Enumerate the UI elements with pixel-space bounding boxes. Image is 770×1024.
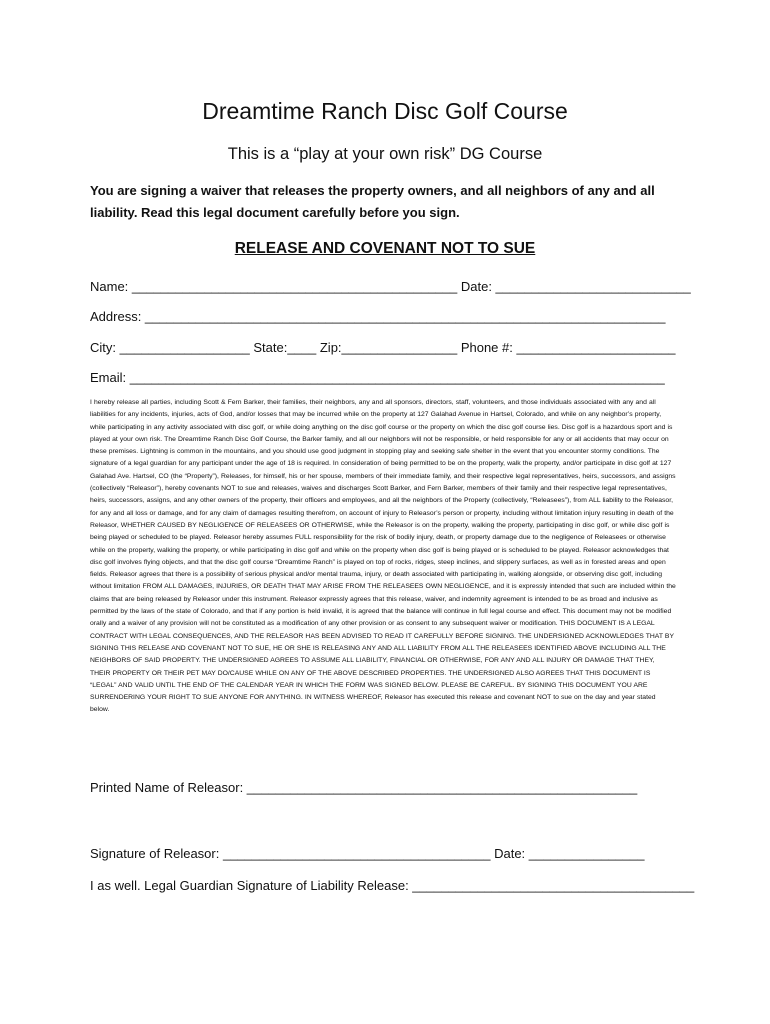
email-field[interactable]: Email: __________________________________________________________________________: [90, 370, 665, 385]
city-state-zip-phone-field[interactable]: City: __________________ State:____ Zip:________________ Phone #: ______________________: [90, 340, 676, 355]
document-title: Dreamtime Ranch Disc Golf Course: [202, 98, 568, 124]
release-body-text: I hereby release all parties, including Scott & Fern Barker, their families, their neighbors, any and all sponsors, directors, staff, volunteers, and those individuals associated with any and all liabilities for any incidents, injuries, acts of God, and/or losses that may be incurred while on the property at 127 Galahad Avenue in Hartsel, Colorado, and while on any neighbor’s property, while participating in any activity associated with disc golf, or while doing anything on the disc golf course or the property on which the disc golf course lies. Disc golf is a hazardous sport and is played at your own risk. The Dreamtime Ranch Disc Golf Course, the Barker family, and all our neighbors will not be responsible, or held responsible for any or all accidents that may occur on these premises. Lightning is common in the mountains, and you should use good judgment in stopping play and seeking safe shelter in the event that you encounter stormy conditions. The signature of a legal guardian for any participant under the age of 18 is required. In consideration of being permitted to be on the property, walk the property, and/or participate in disc golf at 127 Galahad Ave. Hartsel, CO (the “Property”), Releases, for himself, his or her spouse, members of their immediate family, and their respective legal representatives, heirs, successors, and assigns (collectively “Releasor”), hereby covenants NOT to sue and releases, waives and discharges Scott Barker, and Fern Barker, members of their family and their respective legal representatives, heirs, successors, assigns, and any other owners of the property, their officers and employees, and all the neighbors of the Property (collectively, “Releasees”), from ALL liability to the Releasor, for any and all loss or damage, and for any claim of damages resulting therefrom, on account of injury to Releasor’s person or property, including without limitation injury resulting in death of the Releasor, WHETHER CAUSED BY NEGLIGENCE OF RELEASEES OR OTHERWISE, while the Releasor is on the property, walking the property, participating in disc golf, or while disc golf is being played or scheduled to be played. Releasor hereby assumes FULL responsibility for the risk of bodily injury, death, or property damage due to the negligence of Releasees or otherwise while on the property, walking the property, or while participating in disc golf and while on the property when disc golf is being played or is scheduled to be played. Releasor acknowledges that disc golf involves flying objects, and that the disc golf course “Dreamtime Ranch” is played on top of rocks, ridges, steep inclines, and slippery surfaces, as well as in forested areas and open fields. Releasor agrees that there is a possibility of serious physical and/or mental trauma, injury, or death associated with participating in, walking alongside, or observing disc golf, including without limitation FROM ALL DAMAGES, INJURIES, OR DEATH THAT MAY ARISE FROM THE RELEASEES OWN NEGLIGENCE, and it is expressly intended that such are included within the claims that are being released by Releasor under this instrument. Releasor expressly agrees that this release, waiver, and indemnity agreement is intended to be as broad and inclusive as permitted by the laws of the state of Colorado, and that if any portion is held invalid, it is agreed that the balance will continue in full legal course and effect. This document may not be modified orally and a waiver of any provision will not be constituted as a modification of any other provision or as consent to any subsequent waiver or modification. THIS DOCUMENT IS A LEGAL CONTRACT WITH LEGAL CONSEQUENCES, AND THE RELEASOR HAS BEEN ADVISED TO READ IT CAREFULLY BEFORE SIGNING. THE UNDERSIGNED ACKNOWLEDGES THAT BY SIGNING THIS RELEASE AND COVENANT NOT TO SUE, HE OR SHE IS RELEASING ANY AND ALL LIABILITY FROM ALL THE RELEASEES IDENTIFIED ABOVE INCLUDING ALL THE NEIGHBORS OF SAID PROPERTY. THE UNDERSIGNED AGREES TO ASSUME ALL LIABILITY, FINANCIAL OR OTHERWISE, FOR ANY AND ALL INJURY OR DAMAGE THAT THEY, THEIR PROPERTY OR THEIR PET MAY DO/CAUSE WHILE ON ANY OF THE ABOVE DESCRIBED PROPERTIES. THE UNDERSIGNED ALSO AGREES THAT THIS DOCUMENT IS “LEGAL” AND VALID UNTIL THE END OF THE CALENDAR YEAR IN WHICH THE FORM WAS SIGNED BELOW. PLEASE BE CAREFUL. BY SIGNING THIS DOCUMENT YOU ARE SURRENDERING YOUR RIGHT TO SUE ANYONE FOR ANYTHING. IN WITNESS WHEREOF, Releasor has executed this release and covenant NOT to sue on the day and year stated below.: [90, 399, 676, 714]
section-heading: RELEASE AND COVENANT NOT TO SUE: [234, 240, 536, 257]
name-date-field[interactable]: Name: _____________________________________________ Date: ___________________________: [90, 279, 691, 294]
waiver-warning: You are signing a waiver that releases the property owners, and all neighbors of any and all liability. Read this legal document carefully before you sign.: [90, 183, 655, 220]
address-field[interactable]: Address: ________________________________________________________________________: [90, 309, 666, 324]
printed-name-field[interactable]: Printed Name of Releasor: ______________________________________________________: [90, 780, 638, 795]
document-subtitle: This is a “play at your own risk” DG Course: [227, 145, 543, 163]
signature-date-field[interactable]: Signature of Releasor: _____________________________________ Date: ________________: [90, 846, 645, 861]
guardian-signature-field[interactable]: I as well. Legal Guardian Signature of Liability Release: _______________________________________: [90, 878, 695, 893]
